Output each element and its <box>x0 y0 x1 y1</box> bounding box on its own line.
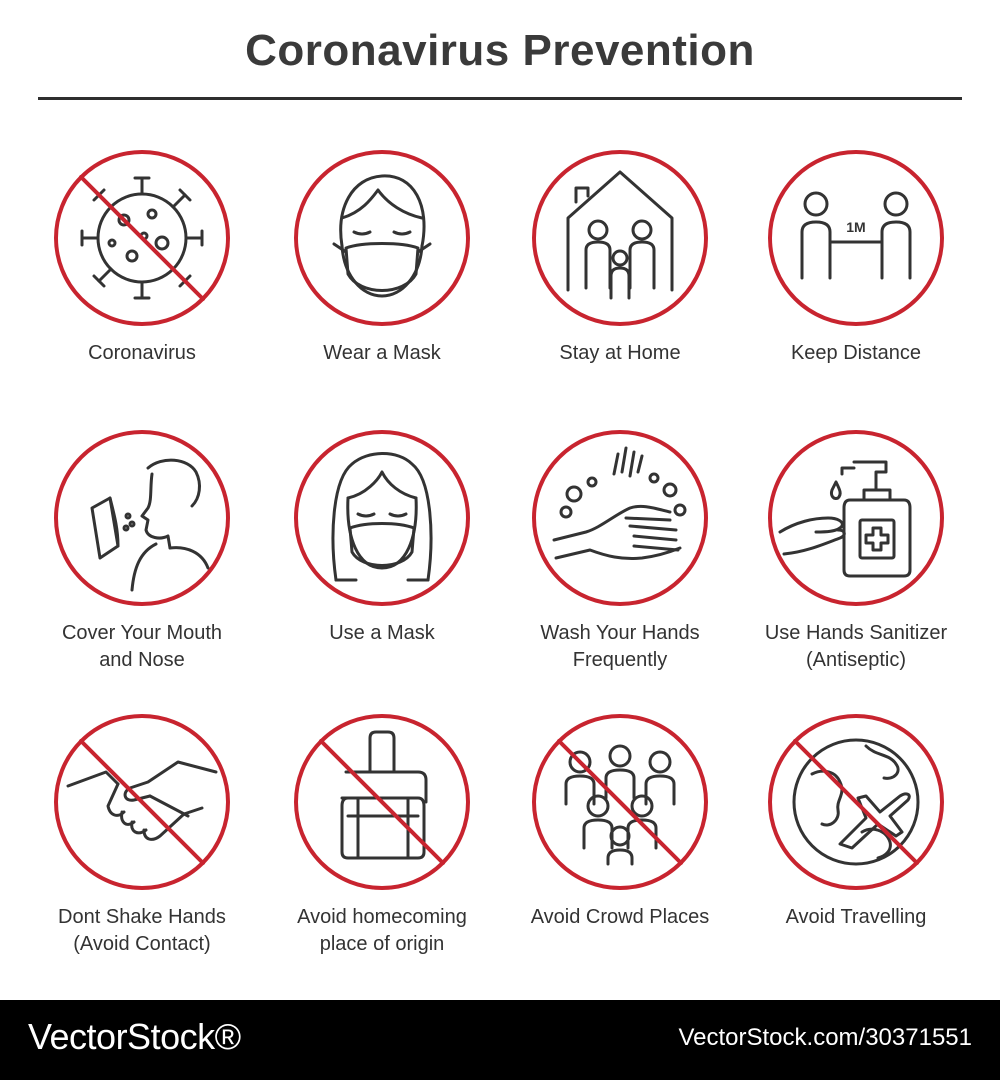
tile-label: Stay at Home <box>559 342 681 364</box>
tile-stay-home <box>500 148 740 418</box>
tile-label: Avoid Crowd Places <box>530 906 710 928</box>
tile-label: Coronavirus <box>88 342 196 364</box>
family-home-icon <box>530 148 710 328</box>
tile-avoid-crowd <box>500 712 740 982</box>
face-mask-woman-icon <box>292 428 472 608</box>
tile-wash-hands <box>500 428 740 698</box>
tile-label: Use a Mask <box>329 622 435 644</box>
tile-sanitizer <box>736 428 976 698</box>
tile-label: Avoid Travelling <box>785 906 927 928</box>
sanitizer-bottle-icon <box>766 428 946 608</box>
globe-airplane-icon <box>766 712 946 892</box>
tile-use-mask <box>262 428 502 698</box>
tile-label: Wash Your Hands Frequently <box>540 622 700 671</box>
hand-washing-icon <box>530 428 710 608</box>
tile-label: Cover Your Mouth and Nose <box>61 622 223 671</box>
tile-label: Use Hands Sanitizer (Antiseptic) <box>764 622 948 671</box>
tile-cover-mouth <box>22 428 262 698</box>
vectorstock-logo: VectorStock® <box>28 1016 241 1057</box>
tile-label: Avoid homecoming place of origin <box>297 906 467 955</box>
watermark-bar <box>0 1000 1000 1080</box>
tile-label: Wear a Mask <box>323 342 441 364</box>
title-underline <box>38 97 962 100</box>
virus-icon <box>52 148 232 328</box>
image-id: VectorStock.com/30371551 <box>678 1024 972 1051</box>
tile-avoid-homecoming <box>262 712 502 982</box>
sneeze-tissue-icon <box>52 428 232 608</box>
tile-label: Keep Distance <box>790 342 922 364</box>
distance-label: 1M <box>846 219 866 235</box>
tile-keep-distance <box>736 148 976 418</box>
handshake-icon <box>52 712 232 892</box>
crowd-icon <box>530 712 710 892</box>
tile-avoid-travelling <box>736 712 976 982</box>
tile-coronavirus <box>22 148 262 418</box>
luggage-icon <box>292 712 472 892</box>
tile-dont-shake-hands <box>22 712 262 982</box>
page-title: Coronavirus Prevention <box>245 26 755 75</box>
face-mask-man-icon <box>292 148 472 328</box>
people-distance-icon <box>766 148 946 328</box>
tile-wear-mask <box>262 148 502 418</box>
tile-label: Dont Shake Hands (Avoid Contact) <box>58 906 226 955</box>
